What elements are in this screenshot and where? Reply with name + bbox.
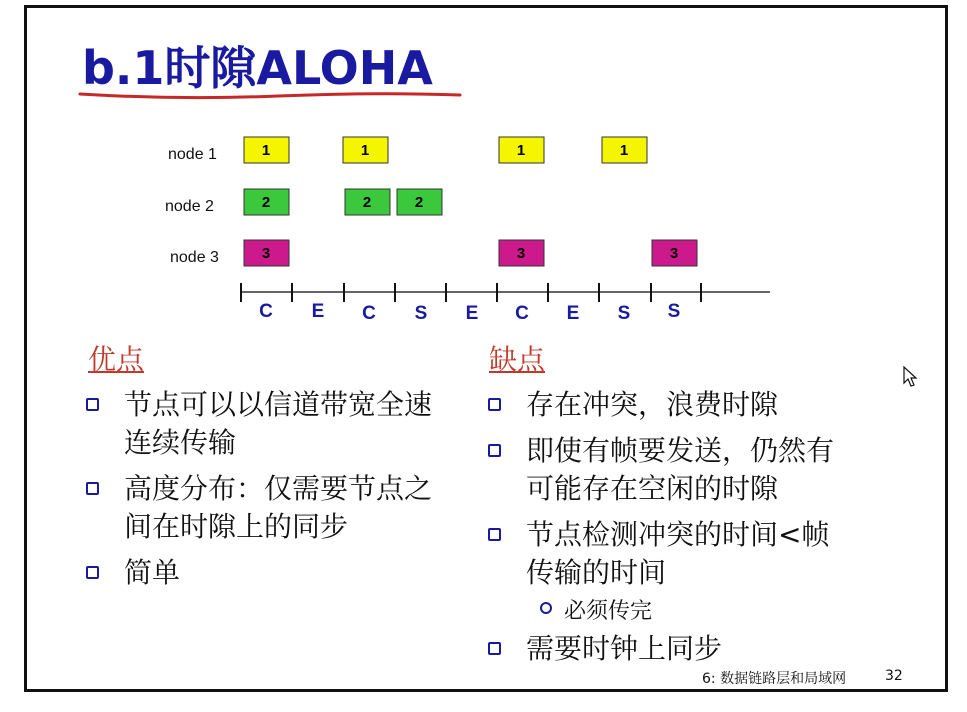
list-item-text: 高度分布：仅需要节点之间在时隙上的同步: [124, 472, 433, 543]
square-bullet-icon: [86, 398, 99, 411]
pros-list: [86, 386, 446, 600]
list-item-text: 节点可以以信道带宽全速连续传输: [124, 388, 433, 459]
list-item: [86, 470, 446, 546]
slotted-aloha-diagram: [0, 0, 967, 340]
frame-label: 3: [669, 245, 679, 262]
list-item-text: 存在冲突，浪费时隙: [526, 388, 779, 421]
sub-list-item-text: 必须传完: [564, 599, 653, 624]
node-label-2: node 2: [165, 198, 214, 215]
list-item-text: 需要时钟上同步: [526, 632, 723, 665]
pros-title: 优点: [88, 343, 145, 376]
cons-title: 缺点: [489, 343, 546, 376]
square-bullet-icon: [86, 482, 99, 495]
slot-label: E: [465, 303, 479, 324]
square-bullet-icon: [488, 398, 501, 411]
frame-label: 3: [261, 245, 271, 262]
list-item: [488, 630, 848, 668]
frame-label: 1: [516, 142, 526, 159]
frame-label: 2: [261, 194, 271, 211]
list-item-text: 简单: [124, 556, 181, 589]
square-bullet-icon: [488, 444, 501, 457]
frame-label: 1: [360, 142, 370, 159]
slot-label: S: [414, 303, 428, 324]
slot-label: S: [667, 301, 681, 322]
node1-frames: [244, 137, 647, 163]
mouse-cursor-icon: [903, 366, 919, 388]
node-label-3: node 3: [170, 249, 219, 266]
frame-label: 1: [261, 142, 271, 159]
cons-list: [488, 386, 848, 600]
list-item: [488, 432, 848, 508]
slot-label: C: [362, 303, 376, 324]
square-bullet-icon: [86, 566, 99, 579]
timeline-axis: [241, 283, 770, 302]
slot-label: E: [566, 303, 580, 324]
circle-bullet-icon: [540, 602, 552, 614]
node2-frames: [244, 189, 442, 215]
sub-list-item: [540, 594, 652, 625]
slot-label: C: [515, 303, 529, 324]
slot-labels: [259, 301, 680, 324]
list-item: [86, 554, 446, 592]
slot-label: S: [617, 303, 631, 324]
frame-label: 3: [516, 245, 526, 262]
square-bullet-icon: [488, 642, 501, 655]
footer-chapter: 6: 数据链路层和局域网: [702, 671, 847, 687]
list-item: [86, 386, 446, 462]
list-item-text: 即使有帧要发送，仍然有可能存在空闲的时隙: [526, 434, 835, 505]
frame-label: 2: [414, 194, 424, 211]
node-label-1: node 1: [168, 146, 217, 163]
slot-label: E: [311, 301, 325, 322]
square-bullet-icon: [488, 528, 501, 541]
node3-frames: [244, 240, 697, 266]
list-item: [488, 516, 848, 592]
list-item: [488, 386, 848, 424]
frame-label: 2: [362, 194, 372, 211]
frame-label: 1: [619, 142, 629, 159]
slide-title: b.1时隙ALOHA: [82, 41, 433, 95]
footer-page-number: 32: [885, 668, 903, 684]
list-item-text: 节点检测冲突的时间<帧传输的时间: [526, 518, 830, 589]
slot-label: C: [259, 301, 273, 322]
